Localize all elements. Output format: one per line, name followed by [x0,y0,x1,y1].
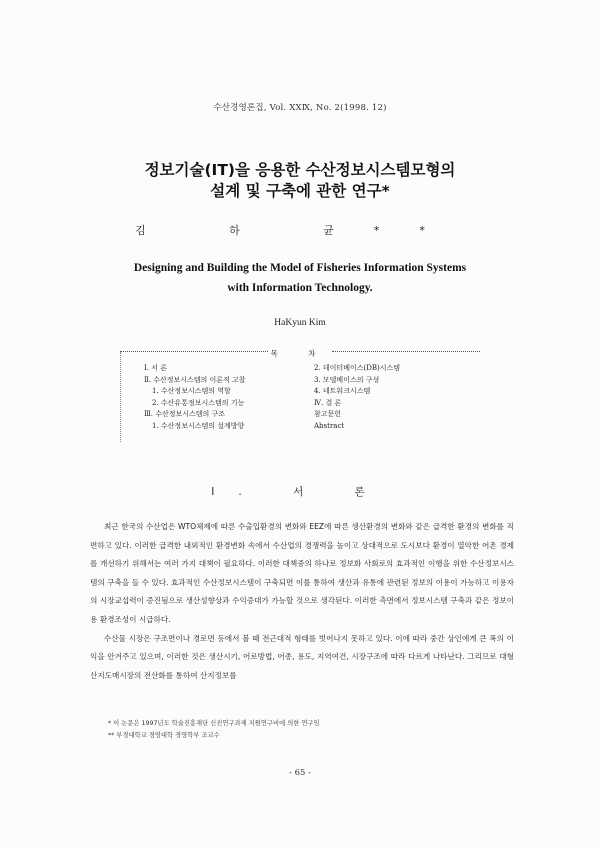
footnote: * 이 논문은 1997년도 학술진흥재단 신진연구과제 지원연구비에 의한 연구임 [108,720,320,727]
toc-item: Abstract [314,421,345,430]
toc-item: Ⅲ. 수산정보시스템의 구조 [144,410,226,418]
table-of-contents [120,348,480,442]
toc-column-left [144,363,246,432]
title-english-line-1: Designing and Building the Model of Fisheries Information Systems [133,262,467,274]
section-heading: Ⅰ. 서 론 [211,486,389,498]
body-text [90,518,514,685]
title-korean-line-1: 정보기술(IT)을 응용한 수산정보시스템모형의 [144,161,456,179]
toc-rule-left [120,351,268,352]
toc-rule-vertical [120,352,121,442]
title-korean-line-2: 설계 및 구축에 관한 연구* [210,182,390,200]
toc-column-right [314,363,400,432]
toc-item: 참고문헌 [314,410,342,418]
toc-item: Ⅰ. 서 론 [144,364,167,372]
title-english [0,258,600,298]
footnote: ** 부경대학교 경영대학 경영학부 조교수 [108,732,220,739]
toc-item: 2. 데이터베이스(DB)시스템 [314,364,400,372]
title-korean [0,160,600,202]
toc-item: 2. 수산유통정보시스템의 기능 [152,398,245,407]
paragraph: 최근 한국의 수산업은 WTO체제에 따른 수출입환경의 변화와 EEZ에 따른 생산환경의 변화와 같은 급격한 환경의 변화를 직면하고 있다. 이러한 급격한 내외적인 환경변화 속에서 수산업의 경쟁력을 높이고 상대적으로 도시보다 환경이 열악한 어촌 경제를 개선하기 위해서는 여러 가지 대책이 필요하다. 이러한 대책중의 하나로 정보화 사회로의 효과적인 이행을 위한 수산정보시스템의 구축을 들 수 있다. 효과적인 수산정보시스템이 구축되면 이를 통하여 생산과 유통에 관련된 정보의 이용이 가능하고 이용자의 시장교섭력이 증진됨으로 생산성향상과 수익증대가 가능할 것으로 생각된다. 이러한 측면에서 정보시스템 구축과 같은 정보이용 환경조성이 시급하다. [90,522,514,624]
toc-item: Ⅳ. 결 론 [314,398,342,407]
toc-item: 1. 수산정보시스템의 역할 [152,387,231,395]
author-english: HaKyun Kim [274,318,326,328]
title-english-line-2: with Information Technology. [227,282,373,294]
author-korean: 김 하 균** [135,224,465,237]
toc-rule-right [332,351,480,352]
toc-item: 1. 수산정보시스템의 설계방향 [152,421,245,430]
toc-item: Ⅱ. 수산정보시스템의 이론적 고찰 [144,375,246,384]
journal-header: 수산경영론집, Vol. ⅩⅩⅨ, No. 2(1998. 12) [213,103,387,113]
footnotes [108,718,508,742]
toc-heading: 목 차 [270,349,330,358]
toc-item: 3. 모델베이스의 구성 [314,375,380,384]
page-number: - 65 - [289,768,311,778]
paragraph: 수산물 시장은 구조면이나 경로면 등에서 볼 때 전근대적 형태를 벗어나지 못하고 있다. 이에 따라 중간 상인에게 큰 폭의 이익을 안겨주고 있으며, 이러한 것은 생산시기, 어로방법, 어종, 용도, 지역여건, 시장구조에 따라 다르게 나타난다. 그리므로 대형 산지도매시장의 전산화를 통하여 산지정보를 [90,633,514,680]
toc-item: 4. 네트워크시스템 [314,387,371,395]
